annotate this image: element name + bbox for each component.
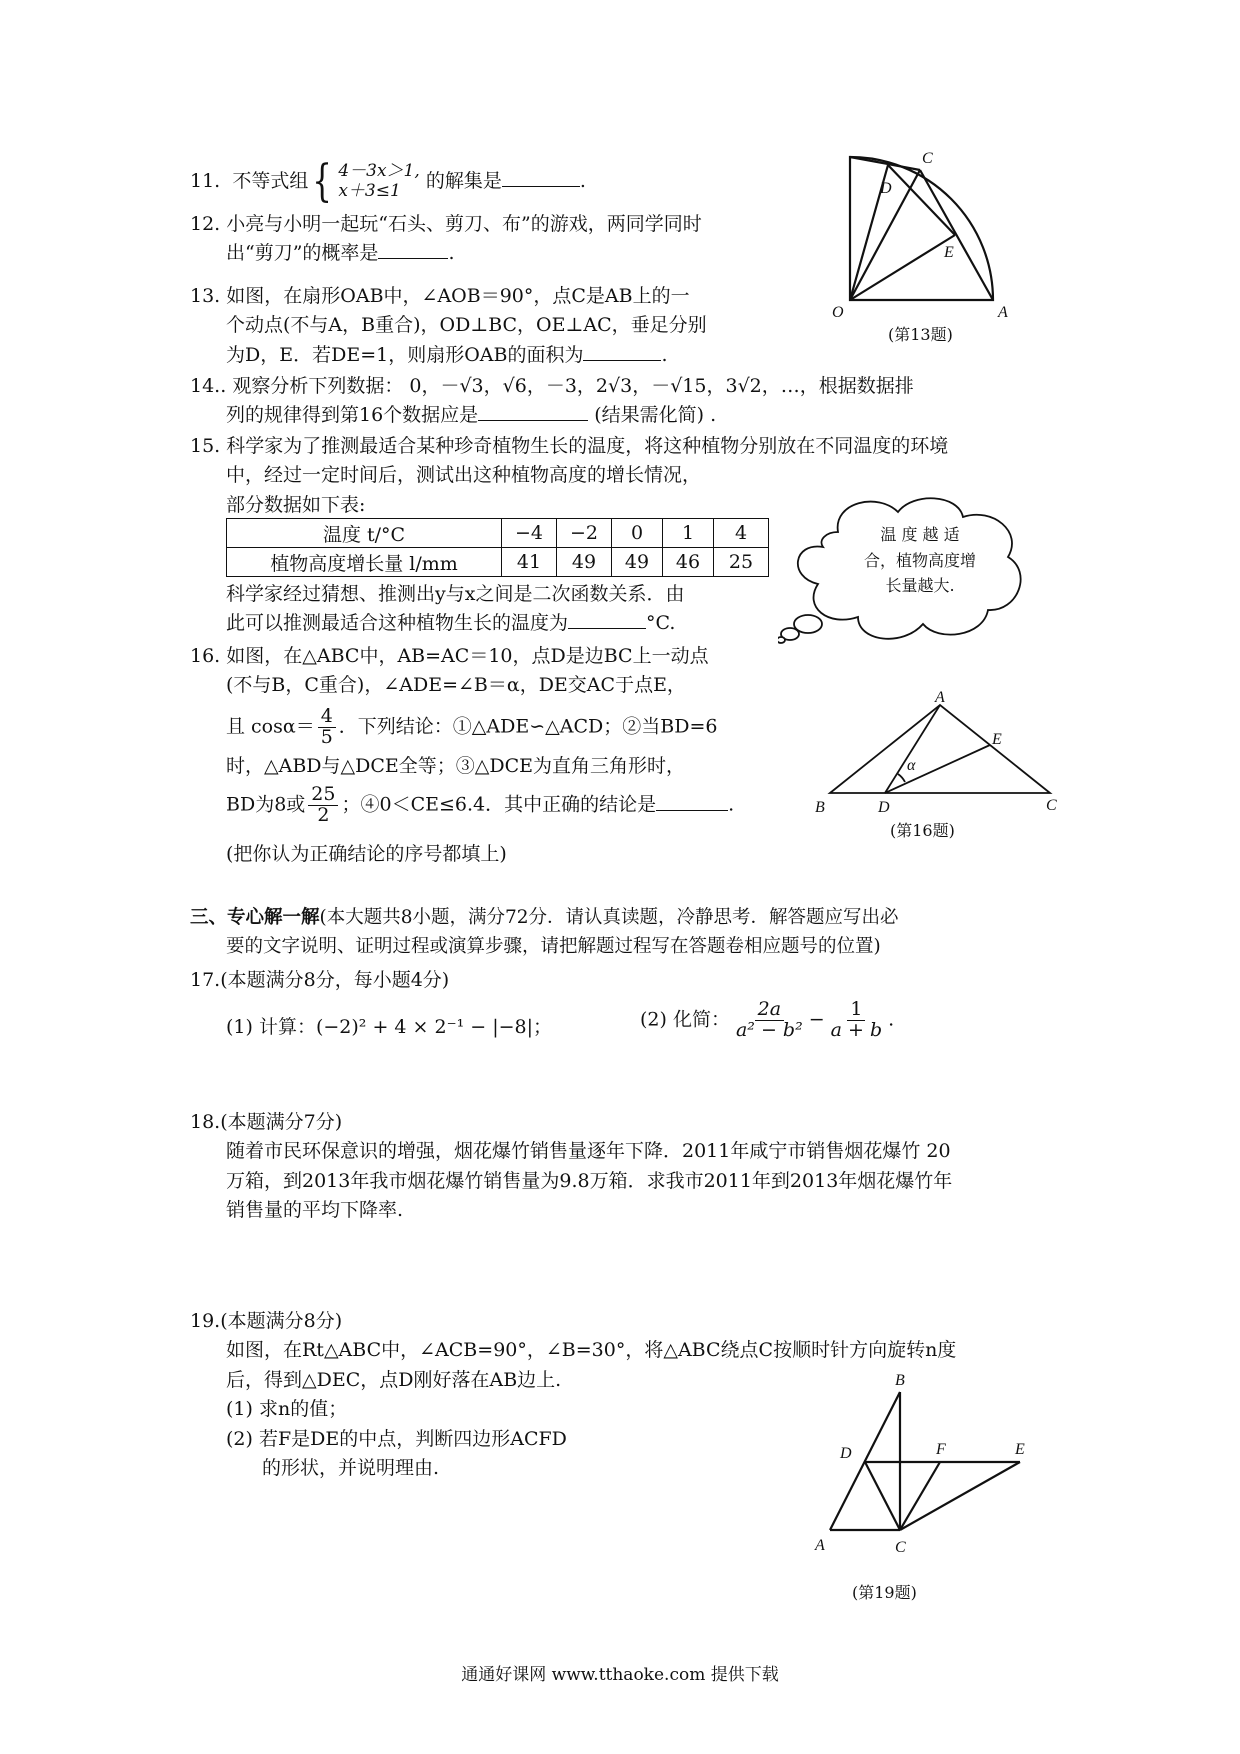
label-o: O (832, 304, 844, 321)
label-c: C (895, 1539, 906, 1556)
label-a: A (998, 304, 1008, 321)
answer-blank[interactable] (656, 792, 728, 811)
answer-blank[interactable] (568, 610, 646, 629)
q11: 11. 不等式组 { 4－3x＞1, x＋3≤1 的解集是 . (190, 156, 586, 207)
fraction-25-2: $\frac{25}{2}$ (308, 785, 338, 826)
label-c: C (922, 150, 933, 167)
label-b: B (815, 799, 825, 816)
answer-blank[interactable] (583, 342, 661, 361)
q13: 13. 如图，在扇形OAB中，∠AOB＝90°，点C是AB上的一 个动点(不与A，B重合)，OD⊥BC，OE⊥AC，垂足分别 为D，E．若DE=1，则扇形OAB的面积为 . (190, 285, 707, 366)
footer: 通通好课网 www.tthaoke.com 提供下载 (461, 1665, 779, 1685)
q16: 16. 如图，在△ABC中，AB=AC＝10，点D是边BC上一动点 (不与B，C重合)，∠ADE=∠B＝α，DE交AC于点E， 且 cosα＝ $\frac{4}{5}$ ．下列结论：①△ADE∽△ACD；②当BD=6 时，△ABD与△DCE全等；③△DCE为直角三角形时， BD为8或 $\frac{25}{2}$ ；④0＜CE≤6.4．其中正确的结论是 . (把你认为正确结论的序号都填上) (190, 645, 735, 866)
figure-19 (810, 1370, 1050, 1570)
fraction-4-5: $\frac{4}{5}$ (318, 707, 336, 748)
label-d: D (840, 1445, 852, 1462)
cloud-text: 温 度 越 适 合，植物高度增 长量越大. (863, 525, 976, 596)
label-a: A (935, 690, 945, 706)
label-e: E (944, 244, 954, 261)
table-row-temperature: 温度 t/°C −4 −2 0 1 4 (227, 519, 769, 548)
caption-19: (第19题) (852, 1583, 917, 1602)
answer-blank[interactable] (502, 168, 580, 187)
q15-continued: 科学家经过猜想、推测出y与x之间是二次函数关系．由 此可以推测最适合这种植物生长的温度为 °C. (226, 583, 685, 635)
q12: 12. 小亮与小明一起玩“石头、剪刀、布”的游戏，两同学同时 出“剪刀”的概率是 . (190, 213, 702, 265)
segment-cd (865, 1462, 900, 1530)
q14: 14.. 观察分析下列数据： 0，－√3，√6，－3，2√3，－√15，3√2，…，根据数据排 列的规律得到第16个数据应是 (结果需化简) . (190, 375, 914, 427)
figure-13 (830, 145, 1050, 330)
segment-ce (900, 1462, 1020, 1530)
figure-16 (810, 690, 1070, 820)
label-e: E (992, 731, 1002, 748)
q18: 18.(本题满分7分) 随着市民环保意识的增强，烟花爆竹销售量逐年下降．2011年咸宁市销售烟花爆竹 20 万箱，到2013年我市烟花爆竹销售量为9.8万箱．求我市2011年到2013年烟花爆竹年 销售量的平均下降率. (190, 1111, 953, 1222)
label-d: D (880, 180, 892, 197)
q17-part1: (1) 计算：(−2)² + 4 × 2⁻¹ − |−8|； (226, 1016, 553, 1038)
angle-alpha-arc (898, 774, 905, 782)
label-b: B (895, 1372, 905, 1389)
label-a: A (815, 1537, 825, 1554)
caption-16: (第16题) (890, 821, 955, 840)
answer-blank[interactable] (478, 402, 588, 421)
fraction-2a: $\frac{2a}{\text{a² − b²}}$ (735, 998, 803, 1041)
label-c: C (1046, 797, 1057, 814)
table-row-growth: 植物高度增长量 l/mm 41 49 49 46 25 (227, 548, 769, 577)
segment-bc (850, 157, 920, 170)
inequality-system: { 4－3x＞1, x＋3≤1 (312, 156, 420, 207)
label-f: F (936, 1441, 946, 1458)
fraction-1: $\frac{1}{a + b}$ (830, 998, 883, 1041)
sector-oab (850, 157, 993, 300)
answer-blank[interactable] (378, 240, 448, 259)
section-3-heading: 三、专心解一解(本大题共8小题，满分72分．请认真读题，冷静思考．解答题应写出必 要的文字说明、证明过程或演算步骤，请把解题过程写在答题卷相应题号的位置) (190, 907, 899, 957)
data-table (226, 518, 769, 577)
caption-13: (第13题) (888, 325, 953, 344)
segment-ca (920, 170, 993, 300)
label-d: D (878, 799, 890, 816)
q15: 15. 科学家为了推测最适合某种珍奇植物生长的温度，将这种植物分别放在不同温度的环境 中，经过一定时间后，测试出这种植物高度的增长情况， 部分数据如下表: (190, 435, 949, 516)
q17: 17.(本题满分8分，每小题4分) (190, 969, 450, 991)
cloud-bubble-small (778, 637, 785, 643)
q19: 19.(本题满分8分) 如图，在Rt△ABC中，∠ACB=90°，∠B=30°，将△ABC绕点C按顺时针方向旋转n度 后，得到△DEC，点D刚好落在AB边上. (1) 求n的值； (2) 若F是DE的中点，判断四边形ACFD 的形状，并说明理由. (190, 1310, 957, 1480)
triangle-abc (830, 705, 1050, 793)
q17-part2: (2) 化简： $\frac{2a}{\text{a² − b²}}$ − $\frac{1}{a + b}$ . (640, 998, 895, 1041)
label-e: E (1015, 1441, 1025, 1458)
label-alpha: α (907, 757, 916, 774)
